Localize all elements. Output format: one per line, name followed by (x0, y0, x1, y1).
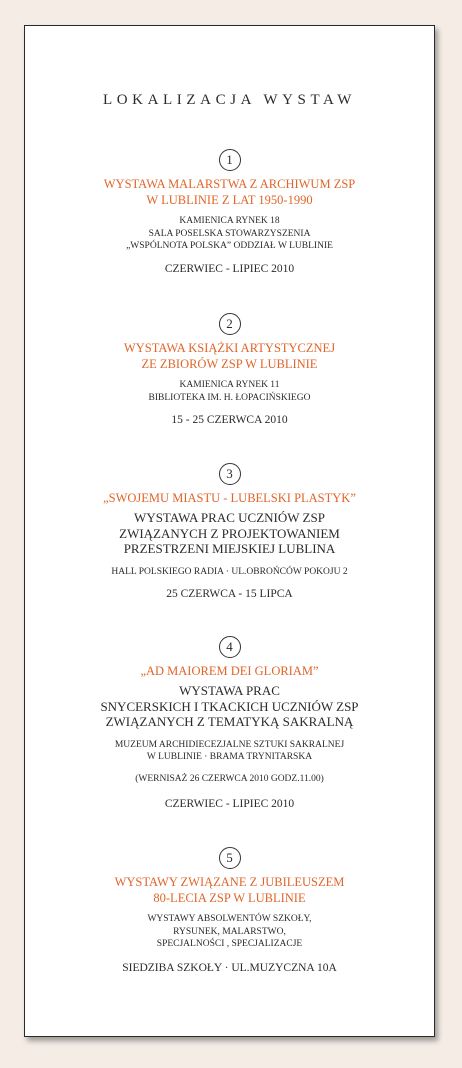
exhibition-5-location: SIEDZIBA SZKOŁY · UL.MUZYCZNA 10A (122, 961, 337, 974)
exhibition-4-location: MUZEUM ARCHIDIECEZJALNE SZTUKI SAKRALNEJ W LUBLINIE · BRAMA TRYNITARSKA (114, 739, 345, 762)
number-badge-3: 3 (219, 463, 241, 485)
number-badge-1: 1 (219, 149, 241, 171)
exhibition-2-location: KAMIENICA RYNEK 11 BIBLIOTEKA IM. H. ŁOPACIŃSKIEGO (148, 380, 311, 403)
number-badge-5: 5 (219, 847, 241, 869)
exhibition-1 (25, 149, 434, 276)
exhibition-1-title: WYSTAWA MALARSTWA Z ARCHIWUM ZSP W LUBLINIE Z LAT 1950-1990 (103, 177, 356, 207)
exhibition-1-location: KAMIENICA RYNEK 18 SALA POSELSKA STOWARZYSZENIA „WSPÓLNOTA POLSKA” ODDZIAŁ W LUBLINIE (126, 216, 333, 251)
exhibition-5-details: WYSTAWY ABSOLWENTÓW SZKOŁY, RYSUNEK, MALARSTWO, SPECJALNOŚCI , SPECJALIZACJE (147, 914, 312, 949)
exhibition-1-date: CZERWIEC - LIPIEC 2010 (164, 262, 295, 275)
exhibition-sheet (24, 25, 435, 1037)
page-title: LOKALIZACJA WYSTAW (102, 92, 357, 108)
exhibition-4 (25, 636, 434, 811)
exhibition-3 (25, 463, 434, 601)
exhibition-5-title: WYSTAWY ZWIĄZANE Z JUBILEUSZEM 80-LECIA ZSP W LUBLINIE (114, 875, 345, 905)
exhibition-3-title: „SWOJEMU MIASTU - LUBELSKI PLASTYK” (103, 491, 356, 505)
number-badge-2: 2 (219, 313, 241, 335)
exhibition-3-location: HALL POLSKIEGO RADIA · UL.OBROŃCÓW POKOJU 2 (111, 566, 348, 577)
exhibition-5 (25, 847, 434, 975)
exhibition-3-date: 25 CZERWCA - 15 LIPCA (166, 588, 293, 600)
exhibition-2-date: 15 - 25 CZERWCA 2010 (171, 414, 288, 426)
number-badge-4: 4 (219, 636, 241, 658)
exhibition-4-opening-note: (WERNISAŻ 26 CZERWCA 2010 GODZ.11.00) (135, 773, 324, 784)
exhibition-3-subtitle: WYSTAWA PRAC UCZNIÓW ZSP ZWIĄZANYCH Z PROJEKTOWANIEM PRZESTRZENI MIEJSKIEJ LUBLINA (119, 510, 340, 556)
exhibition-2 (25, 313, 434, 427)
exhibition-4-date: CZERWIEC - LIPIEC 2010 (164, 798, 295, 810)
exhibition-4-title: „AD MAIOREM DEI GLORIAM” (140, 664, 319, 678)
exhibition-2-title: WYSTAWA KSIĄŻKI ARTYSTYCZNEJ ZE ZBIORÓW ZSP W LUBLINIE (123, 341, 336, 371)
exhibition-4-subtitle: WYSTAWA PRAC SNYCERSKICH I TKACKICH UCZNIÓW ZSP ZWIĄZANYCH Z TEMATYKĄ SAKRALNĄ (100, 683, 359, 729)
